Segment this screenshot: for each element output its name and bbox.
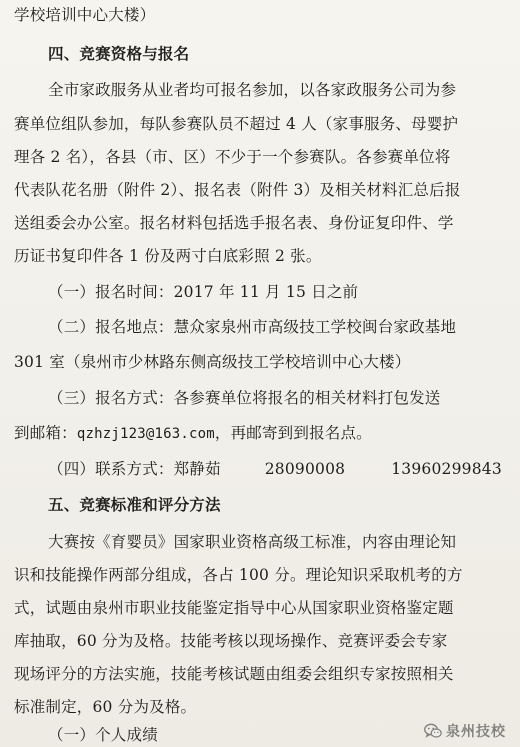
text-line: 301 室（泉州市少林路东侧高级技工学校培训中心大楼） [14, 353, 411, 371]
contact-phone-1: 28090008 [264, 460, 346, 478]
watermark [424, 721, 506, 741]
wechat-icon [424, 723, 442, 739]
individual-score-heading: （一）个人成绩 [48, 726, 158, 744]
text-line: 式，试题由泉州市职业技能鉴定指导中心从国家职业资格鉴定题 [14, 599, 454, 617]
section-heading-qualification: 四、竞赛资格与报名 [48, 44, 190, 63]
registration-time: （一）报名时间：2017 年 11 月 15 日之前 [48, 283, 359, 301]
text-line: 理各 2 名），各县（市、区）不少于一个参赛队。各参赛单位将 [14, 148, 451, 166]
registration-method: （三）报名方式：各参赛单位将报名的相关材料打包发送 [48, 389, 441, 407]
text-line: 代表队花名册（附件 2）、报名表（附件 3）及相关材料汇总后报 [14, 181, 461, 199]
email-label: 到邮箱： [14, 424, 77, 442]
section-heading-scoring: 五、竞赛标准和评分方法 [48, 495, 221, 514]
text-line: 现场评分的方法实施，技能考核试题由组委会组织专家按照相关 [14, 665, 454, 683]
contact-line [48, 458, 502, 480]
registration-location: （二）报名地点：慧众家泉州市高级技工学校闽台家政基地 [48, 318, 457, 336]
contact-phone-2: 13960299843 [391, 460, 502, 478]
email-suffix: ，再邮寄到到报名点。 [214, 424, 372, 442]
text-line: 大赛按《育婴员》国家职业资格高级工标准，内容由理论知 [48, 533, 457, 551]
text-line: 赛单位组队参加，每队参赛队员不超过 4 人（家事服务、母婴护 [14, 115, 459, 133]
text-line: 识和技能操作两部分组成，各占 100 分。理论知识采取机考的方 [14, 566, 463, 584]
watermark-text: 泉州技校 [446, 724, 506, 740]
text-line: 全市家政服务从业者均可报名参加，以各家政服务公司为参 [48, 81, 457, 99]
email-address: qzhzj123@163.com [76, 426, 215, 442]
contact-label: （四）联系方式：郑静茹 [48, 460, 221, 478]
text-line: 历证书复印件各 1 份及两寸白底彩照 2 张。 [14, 247, 322, 265]
text-line: 学校培训中心大楼） [14, 6, 156, 24]
text-line: 标准制定，60 分为及格。 [14, 698, 197, 716]
text-line: 库抽取，60 分为及格。技能考核以现场操作、竞赛评委会专家 [14, 632, 448, 650]
email-line [14, 422, 372, 445]
text-line: 送组委会办公室。报名材料包括选手报名表、身份证复印件、学 [14, 214, 454, 232]
